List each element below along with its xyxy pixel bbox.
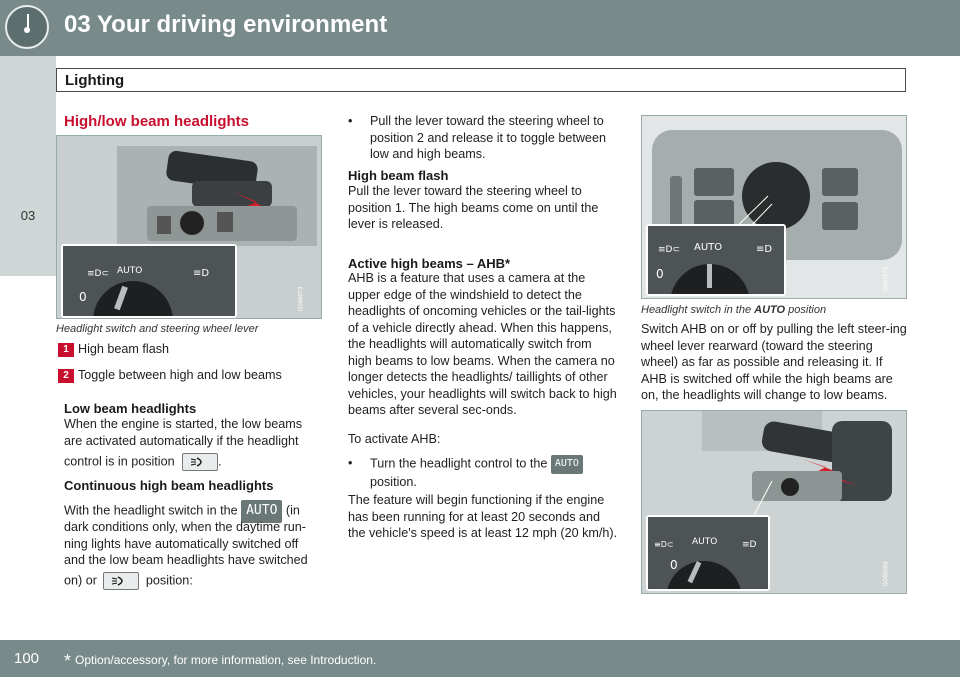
lever-pull-photo [641, 410, 907, 594]
auto-chip-icon: AUTO [551, 455, 583, 474]
heading-low-beam: Low beam headlights [64, 401, 197, 416]
chapter-side-tab [0, 56, 56, 276]
low-beam-position-text: control is in position [64, 454, 175, 469]
svg-text:≡D: ≡D [742, 540, 757, 550]
svg-text:≡D⊂: ≡D⊂ [658, 245, 681, 255]
callout-2-text: Toggle between high and low beams [78, 368, 282, 382]
continuous-line3: on) or position: [64, 572, 193, 590]
svg-text:0: 0 [670, 558, 678, 572]
headlight-switch-inset [61, 244, 237, 318]
page-header [0, 0, 960, 56]
continuous-line1: With the headlight switch in the AUTO (in [64, 500, 300, 523]
svg-text:0: 0 [79, 290, 87, 304]
page-footer [0, 640, 960, 677]
ahb-activate-text: To activate AHB: [348, 432, 441, 446]
image-ref-code: G046073 [298, 286, 305, 312]
page-number: 100 [14, 650, 40, 667]
section-header [56, 68, 906, 92]
auto-switch-inset [646, 224, 786, 296]
ahb-switch-text: Switch AHB on or off by pulling the left steer-ing wheel lever rearward (toward the steering wheel) as far as possible and releasing it. If AHB is switched off while the high beams are on, the headlights will change to low beams. [641, 322, 907, 402]
headlight-switch-inset-3 [646, 515, 770, 591]
image-ref-code-3: G046093 [883, 561, 890, 587]
image-ref-code-2: G047673 [883, 266, 890, 292]
asterisk-icon: * [64, 651, 72, 671]
side-tab-label: 03 [20, 208, 36, 223]
bullet-activate: • Turn the headlight control to the AUTO position. [348, 455, 618, 489]
callout-2-badge: 2 [58, 369, 74, 383]
callout-1-text: High beam flash [78, 342, 170, 356]
heading-high-low-beam: High/low beam headlights [64, 113, 250, 130]
svg-text:≡D⊂: ≡D⊂ [87, 269, 110, 279]
heading-continuous-high-beam: Continuous high beam headlights [64, 478, 274, 493]
low-beam-symbol-icon [182, 453, 218, 471]
svg-text:0: 0 [656, 267, 664, 281]
auto-label-3: AUTO [692, 537, 718, 547]
chapter-title: 03 Your driving environment [64, 11, 388, 38]
svg-text:≡D: ≡D [756, 244, 773, 255]
heading-high-beam-flash: High beam flash [348, 168, 449, 183]
caption-auto: Headlight switch in the AUTO position [641, 304, 827, 316]
auto-label: AUTO [117, 266, 143, 276]
low-beam-position-line: control is in position . [64, 453, 222, 471]
footnote: * Option/accessory, for more information, see Introduction. [64, 651, 377, 671]
heading-ahb: Active high beams – AHB* [348, 256, 511, 271]
low-beam-symbol-icon-2 [103, 572, 139, 590]
steering-lever-photo [56, 135, 322, 319]
section-title: Lighting [65, 72, 125, 89]
svg-text:≡D⊂: ≡D⊂ [654, 540, 674, 549]
low-beam-text: When the engine is started, the low beams are activated automatically if the headlight [64, 417, 303, 448]
auto-label-2: AUTO [694, 242, 723, 253]
ahb-text: AHB is a feature that uses a camera at the upper edge of the windshield to detect the headlights of oncoming vehicles or the tail-lights of a vehicle directly ahead. When this happens, the headlights will automatically switch from high beams to low beams. When the camera no longer detects the headlights/ taillights of other vehicles, your headlights will switch back to high beams after several sec-onds. [348, 271, 617, 417]
bullet-toggle: • Pull the lever toward the steering wheel to position 2 and release it to toggle between low and high beams. [348, 114, 606, 161]
ahb-final-text: The feature will begin functioning if the engine has been running for at least 20 seconds and the vehicle's speed is at least 12 mph (20 km/h). [348, 493, 618, 540]
auto-symbol-icon: AUTO [241, 500, 282, 523]
caption-lever: Headlight switch and steering wheel lever [56, 323, 259, 335]
speedometer-icon [5, 5, 49, 49]
svg-text:≡D: ≡D [193, 268, 210, 279]
high-beam-flash-text: Pull the lever toward the steering wheel to position 1. The high beams come on until the lever is released. [348, 184, 599, 231]
callout-1-badge: 1 [58, 343, 74, 357]
headlight-switch-photo [641, 115, 907, 299]
continuous-text: dark conditions only, when the daytime run-ning lights have automatically switched off and the low beam headlights have switched [64, 520, 308, 567]
